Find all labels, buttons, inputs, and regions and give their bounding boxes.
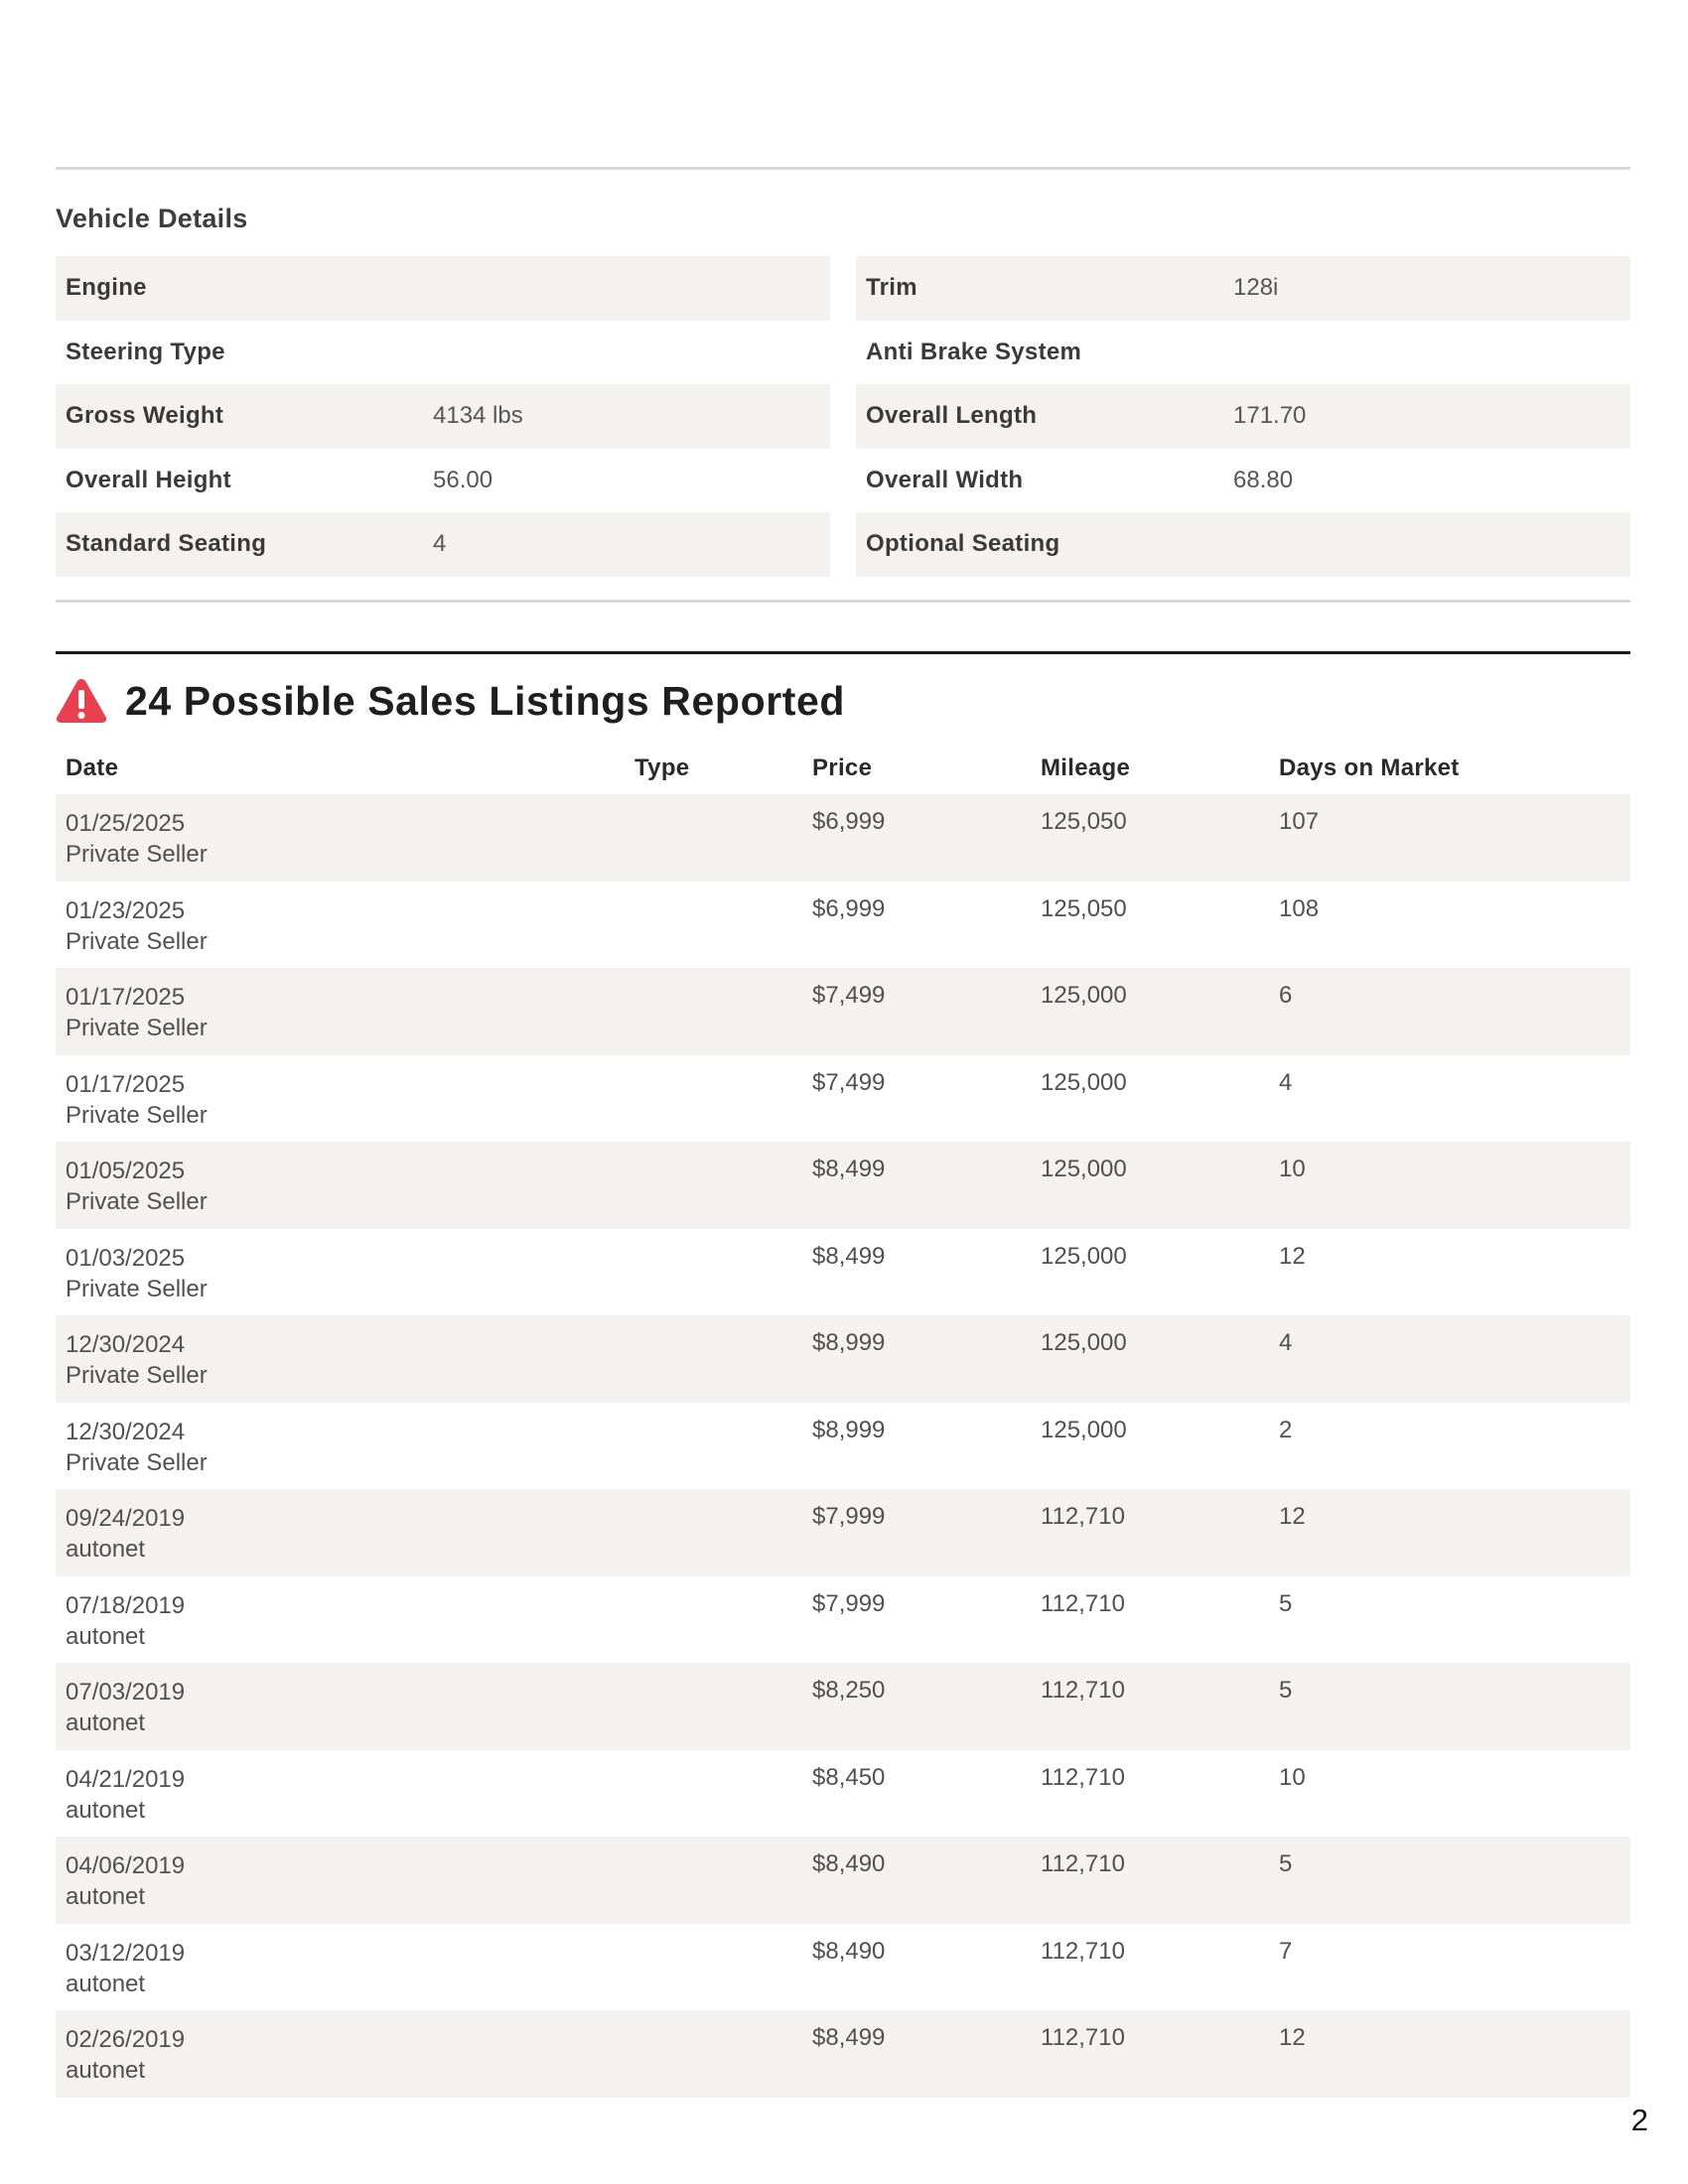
- detail-row-engine: [56, 256, 830, 321]
- detail-value: 128i: [1233, 274, 1279, 302]
- date-cell: [66, 1503, 185, 1565]
- listing-seller: autonet: [66, 1796, 146, 1824]
- date-cell: [66, 2024, 185, 2086]
- detail-value: 171.70: [1233, 402, 1307, 430]
- listing-days-on-market: 12: [1279, 1503, 1306, 1530]
- listing-days-on-market: 5: [1279, 1589, 1293, 1617]
- detail-label: Overall Length: [866, 402, 1038, 430]
- detail-value: 68.80: [1233, 466, 1294, 493]
- listing-date: 07/03/2019: [66, 1679, 186, 1706]
- table-row: [56, 1576, 1630, 1664]
- date-cell: [66, 808, 208, 870]
- listing-mileage: 112,710: [1041, 1677, 1125, 1704]
- table-row: [56, 1229, 1630, 1316]
- listing-date: 01/03/2025: [66, 1244, 186, 1272]
- listing-date: 01/17/2025: [66, 1070, 186, 1098]
- listing-mileage: 125,000: [1041, 1416, 1127, 1443]
- details-bottom-divider: [56, 600, 1630, 603]
- table-row: [56, 1403, 1630, 1490]
- listing-mileage: 125,000: [1041, 1156, 1127, 1182]
- listing-price: $8,490: [812, 1937, 886, 1965]
- listing-price: $7,999: [812, 1503, 886, 1530]
- listing-seller: Private Seller: [66, 1015, 208, 1041]
- table-row: [56, 968, 1630, 1055]
- detail-label: Overall Width: [866, 466, 1024, 493]
- detail-label: Overall Height: [66, 466, 231, 493]
- listing-date: 01/17/2025: [66, 984, 186, 1011]
- table-row: [56, 1142, 1630, 1229]
- listing-date: 12/30/2024: [66, 1331, 186, 1358]
- vehicle-details-right-column: [856, 256, 1630, 577]
- listings-top-divider: [56, 651, 1630, 654]
- listing-price: $6,999: [812, 894, 886, 922]
- date-cell: [66, 895, 208, 957]
- listing-price: $8,450: [812, 1763, 886, 1791]
- date-cell: [66, 1243, 208, 1304]
- detail-row-trim: [856, 256, 1630, 321]
- listing-mileage: 112,710: [1041, 1589, 1125, 1617]
- listing-mileage: 112,710: [1041, 2024, 1125, 2051]
- listings-header: [56, 677, 845, 725]
- detail-row-gross-weight: [56, 384, 830, 449]
- detail-label: Optional Seating: [866, 530, 1060, 558]
- detail-label: Engine: [66, 274, 147, 302]
- table-row: [56, 794, 1630, 882]
- listing-days-on-market: 107: [1279, 808, 1320, 835]
- listings-table-header: [56, 747, 1630, 792]
- listing-price: $8,999: [812, 1416, 886, 1443]
- listing-mileage: 125,000: [1041, 1068, 1127, 1096]
- date-cell: [66, 1417, 208, 1478]
- date-cell: [66, 1156, 208, 1217]
- listing-price: $7,499: [812, 982, 886, 1009]
- listing-seller: autonet: [66, 1622, 146, 1650]
- date-cell: [66, 1938, 185, 1999]
- listing-price: $8,499: [812, 1242, 886, 1270]
- listing-days-on-market: 10: [1279, 1763, 1306, 1791]
- listing-days-on-market: 12: [1279, 1242, 1306, 1270]
- listing-mileage: 125,000: [1041, 1329, 1127, 1356]
- detail-value: 4: [433, 530, 447, 558]
- table-row: [56, 2010, 1630, 2098]
- column-header-days-on-market: Days on Market: [1279, 754, 1460, 781]
- listing-price: $7,999: [812, 1589, 886, 1617]
- listing-price: $8,499: [812, 2024, 886, 2051]
- date-cell: [66, 1590, 185, 1652]
- table-row: [56, 1924, 1630, 2011]
- table-row: [56, 1750, 1630, 1838]
- detail-row-standard-seating: [56, 512, 830, 577]
- detail-row-overall-length: [856, 384, 1630, 449]
- detail-row-anti-brake-system: [856, 321, 1630, 385]
- date-cell: [66, 1764, 185, 1826]
- listing-date: 09/24/2019: [66, 1505, 186, 1532]
- listing-date: 07/18/2019: [66, 1591, 186, 1619]
- table-row: [56, 1837, 1630, 1924]
- top-divider: [56, 167, 1630, 170]
- listing-mileage: 112,710: [1041, 1937, 1125, 1965]
- date-cell: [66, 1850, 185, 1912]
- listing-days-on-market: 12: [1279, 2024, 1306, 2051]
- detail-label: Standard Seating: [66, 530, 267, 558]
- column-header-date: Date: [66, 754, 119, 781]
- listing-mileage: 125,000: [1041, 982, 1127, 1009]
- listing-seller: autonet: [66, 1883, 146, 1910]
- table-row: [56, 1663, 1630, 1750]
- listing-days-on-market: 10: [1279, 1156, 1306, 1182]
- detail-label: Anti Brake System: [866, 338, 1082, 365]
- listing-days-on-market: 7: [1279, 1937, 1293, 1965]
- listing-mileage: 112,710: [1041, 1850, 1125, 1877]
- listing-days-on-market: 2: [1279, 1416, 1293, 1443]
- listing-price: $6,999: [812, 808, 886, 835]
- listing-seller: Private Seller: [66, 927, 208, 955]
- listing-price: $7,499: [812, 1068, 886, 1096]
- listing-mileage: 112,710: [1041, 1503, 1125, 1530]
- listing-date: 01/25/2025: [66, 810, 186, 837]
- listings-title: 24 Possible Sales Listings Reported: [125, 677, 846, 724]
- listing-mileage: 125,050: [1041, 808, 1127, 835]
- table-row: [56, 1055, 1630, 1143]
- date-cell: [66, 982, 208, 1043]
- listing-date: 02/26/2019: [66, 2026, 186, 2053]
- vehicle-details-left-column: [56, 256, 830, 577]
- listing-price: $8,999: [812, 1329, 886, 1356]
- listing-date: 01/23/2025: [66, 896, 186, 924]
- detail-row-steering-type: [56, 321, 830, 385]
- detail-label: Trim: [866, 274, 917, 302]
- listings-table-body: [56, 794, 1630, 2098]
- listing-seller: Private Seller: [66, 1188, 208, 1215]
- detail-row-overall-width: [856, 449, 1630, 513]
- listing-days-on-market: 4: [1279, 1068, 1293, 1096]
- listing-mileage: 112,710: [1041, 1763, 1125, 1791]
- listing-seller: autonet: [66, 1709, 146, 1736]
- listing-days-on-market: 108: [1279, 894, 1320, 922]
- listing-seller: Private Seller: [66, 841, 208, 868]
- listing-date: 12/30/2024: [66, 1418, 186, 1445]
- listing-price: $8,490: [812, 1850, 886, 1877]
- listing-mileage: 125,050: [1041, 894, 1127, 922]
- detail-value: 56.00: [433, 466, 493, 493]
- listing-date: 03/12/2019: [66, 1939, 186, 1967]
- listing-price: $8,250: [812, 1677, 886, 1704]
- detail-row-overall-height: [56, 449, 830, 513]
- listing-mileage: 125,000: [1041, 1242, 1127, 1270]
- listing-days-on-market: 5: [1279, 1850, 1293, 1877]
- column-header-type: Type: [634, 754, 690, 781]
- listing-seller: autonet: [66, 1536, 146, 1563]
- listing-date: 04/21/2019: [66, 1765, 186, 1793]
- listing-seller: Private Seller: [66, 1275, 208, 1302]
- table-row: [56, 882, 1630, 969]
- column-header-price: Price: [812, 754, 873, 781]
- warning-triangle-icon: [56, 677, 107, 725]
- page-number: 2: [1630, 2103, 1648, 2137]
- listing-seller: autonet: [66, 2057, 146, 2084]
- listing-seller: Private Seller: [66, 1362, 208, 1389]
- column-header-mileage: Mileage: [1041, 754, 1131, 781]
- date-cell: [66, 1069, 208, 1131]
- detail-row-optional-seating: [856, 512, 1630, 577]
- listing-date: 01/05/2025: [66, 1158, 186, 1184]
- table-row: [56, 1315, 1630, 1403]
- listing-days-on-market: 4: [1279, 1329, 1293, 1356]
- listing-days-on-market: 5: [1279, 1677, 1293, 1704]
- listing-price: $8,499: [812, 1156, 886, 1182]
- listing-days-on-market: 6: [1279, 982, 1293, 1009]
- detail-label: Gross Weight: [66, 402, 224, 430]
- listing-date: 04/06/2019: [66, 1852, 186, 1879]
- listing-seller: Private Seller: [66, 1448, 208, 1476]
- date-cell: [66, 1677, 185, 1738]
- date-cell: [66, 1329, 208, 1391]
- listing-seller: Private Seller: [66, 1101, 208, 1129]
- table-row: [56, 1489, 1630, 1576]
- detail-value: 4134 lbs: [433, 402, 523, 430]
- listing-seller: autonet: [66, 1970, 146, 1997]
- detail-label: Steering Type: [66, 338, 225, 365]
- vehicle-details-title: Vehicle Details: [56, 204, 248, 233]
